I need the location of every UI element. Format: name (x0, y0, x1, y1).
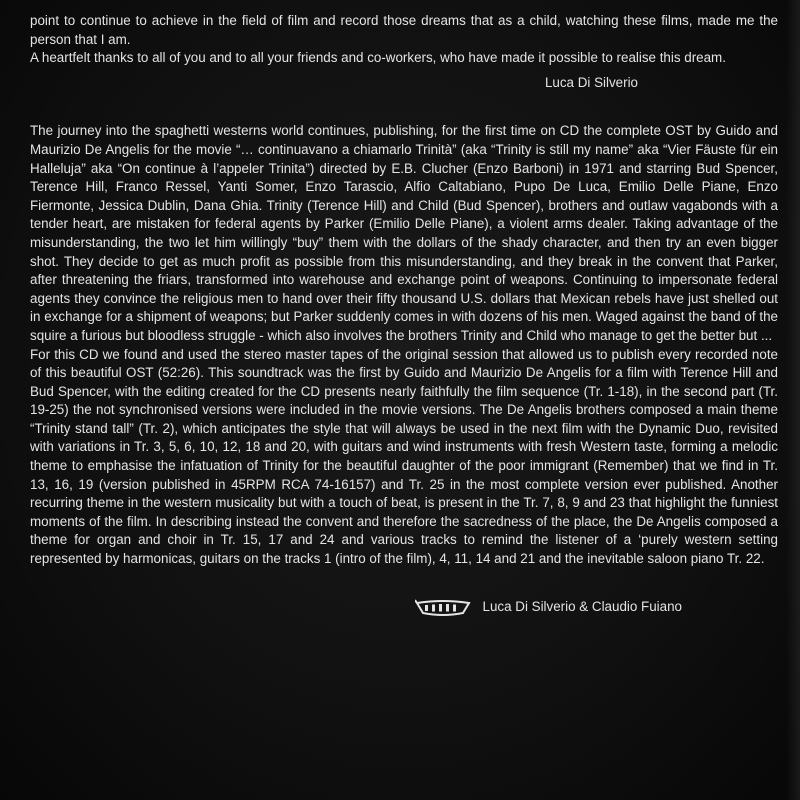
cd-notes-paragraph: For this CD we found and used the stereo master tapes of the original session that allowed us to publish every recorded note of this beautiful OST (52:26). This soundtrack was the first by Guido and Maurizio De Angelis for a film with Terence Hill and Bud Spencer, with the editing created for the CD presents nearly faithfully the film sequence (Tr. 1-18), in the second part (Tr. 19-25) the not synchronised versions were included in the movie versions. The De Angelis brothers composed a main theme “Trinity stand tall” (Tr. 2), which anticipates the style that will always be used in the next film with the Dynamic Duo, revisited with variations in Tr. 3, 5, 6, 10, 12, 18 and 20, with guitars and wind instruments with fresh Western taste, forming a melodic theme to emphasise the infatuation of Trinity for the beautiful daughter of the poor immigrant (Remember) that we find in Tr. 13, 16, 19 (version published in 45RPM RCA 74-16157) and Tr. 25 in the most complete version ever published. Another recurring theme in the western musicality but with a touch of beat, is present in the Tr. 7, 8, 9 and 23 that highlight the funniest moments of the film. In describing instead the convent and therefore the sacredness of the place, the De Angelis composed a theme for organ and choir in Tr. 15, 17 and 24 and various tracks to remind the listener of a ‘purely western setting represented by harmonicas, guitars on the tracks 1 (intro of the film), 4, 11, 14 and 21 and the inevitable saloon piano Tr. 22. (30, 346, 778, 567)
liner-notes (30, 12, 778, 619)
film-strip-logo-icon (415, 597, 471, 619)
spacer (30, 92, 778, 122)
intro-signature: Luca Di Silverio (544, 74, 638, 90)
thanks-paragraph: A heartfelt thanks to all of you and to all your friends and co-workers, who have made it possible to realise this dream. (30, 50, 726, 66)
intro-paragraph: point to continue to achieve in the field of film and record those dreams that as a child, watching these films, made me the person that I am. (30, 13, 778, 47)
story-paragraph: The journey into the spaghetti westerns world continues, publishing, for the first time on CD the complete OST by Guido and Maurizio De Angelis for the movie “… continuavano a chiamarlo Trinità” (aka “Trinity is still my name” aka “Vier Fäuste für ein Halleluja” aka “On continue à l’appeler Trinita”) directed by E.B. Clucher (Enzo Barboni) in 1971 and starring Bud Spencer, Terence Hill, Franco Ressel, Yanti Somer, Enzo Tarascio, Alfio Caltabiano, Pupo De Luca, Emilio Delle Piane, Enzo Fiermonte, Jessica Dublin, Dana Ghia. Trinity (Terence Hill) and Child (Bud Spencer), brothers and outlaw vagabonds with a tender heart, are mistaken for federal agents by Parker (Emilio Delle Piane), a violent arms dealer. Taking advantage of the misunderstanding, the two let him willingly “buy” them with the dollars of the shady character, and then try an even bigger shot. They decide to get as much profit as possible from this misunderstanding, and they break in the convent that Parker, after threatening the friars, transformed into warehouse and exchange point of weapons. Continuing to impersonate federal agents they convince the religious men to hand over their fifty thousand U.S. dollars that Mexican rebels have just shelled out in exchange for a shipment of weapons; but Parker suddenly comes in with dozens of his men. Waged against the band of the squire a furious but bloodless struggle - which also involves the brothers Trinity and Child who manage to get the better but ... (30, 123, 778, 343)
spacer (30, 569, 778, 597)
footer-signature-row (30, 597, 778, 619)
page-edge (786, 0, 800, 800)
footer-signature: Luca Di Silverio & Claudio Fuiano (482, 599, 682, 615)
